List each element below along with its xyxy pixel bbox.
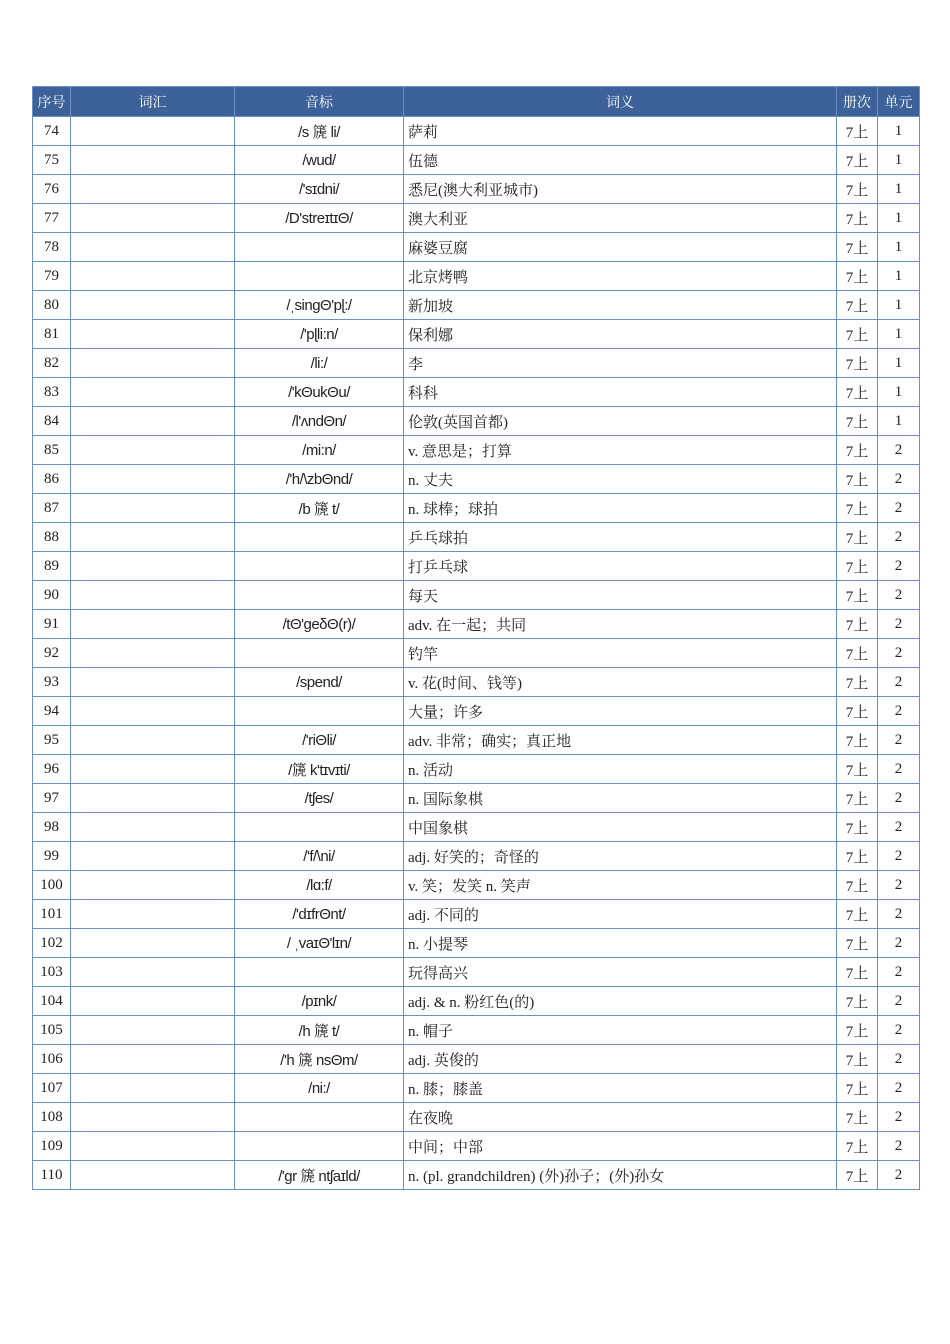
cell-book: 7上 [837, 900, 878, 929]
cell-word [71, 1161, 235, 1190]
cell-pronunciation [235, 552, 404, 581]
cell-number: 79 [33, 262, 71, 291]
cell-number: 93 [33, 668, 71, 697]
cell-word [71, 813, 235, 842]
cell-number: 88 [33, 523, 71, 552]
cell-meaning: 中国象棋 [404, 813, 837, 842]
cell-word [71, 523, 235, 552]
cell-word [71, 610, 235, 639]
cell-book: 7上 [837, 117, 878, 146]
cell-pronunciation: /h 篪 t/ [235, 1016, 404, 1045]
table-row [33, 813, 920, 842]
vocabulary-sheet [32, 86, 919, 1190]
cell-book: 7上 [837, 1074, 878, 1103]
cell-word [71, 755, 235, 784]
cell-unit: 2 [878, 1103, 920, 1132]
cell-number: 91 [33, 610, 71, 639]
cell-pronunciation: /l'ʌndΘn/ [235, 407, 404, 436]
cell-meaning: 麻婆豆腐 [404, 233, 837, 262]
cell-book: 7上 [837, 1161, 878, 1190]
cell-meaning: adj. 好笑的；奇怪的 [404, 842, 837, 871]
table-row [33, 523, 920, 552]
table-row [33, 1161, 920, 1190]
cell-pronunciation: /'h 篪 nsΘm/ [235, 1045, 404, 1074]
cell-number: 102 [33, 929, 71, 958]
cell-number: 107 [33, 1074, 71, 1103]
cell-number: 100 [33, 871, 71, 900]
cell-unit: 1 [878, 175, 920, 204]
cell-pronunciation: /wud/ [235, 146, 404, 175]
cell-book: 7上 [837, 987, 878, 1016]
table-row [33, 552, 920, 581]
cell-book: 7上 [837, 523, 878, 552]
cell-pronunciation [235, 581, 404, 610]
cell-book: 7上 [837, 842, 878, 871]
table-row [33, 349, 920, 378]
cell-number: 96 [33, 755, 71, 784]
vocabulary-table [32, 86, 920, 1190]
cell-meaning: n. 活动 [404, 755, 837, 784]
cell-pronunciation [235, 262, 404, 291]
cell-unit: 2 [878, 639, 920, 668]
cell-meaning: 保利娜 [404, 320, 837, 349]
cell-word [71, 349, 235, 378]
table-row [33, 581, 920, 610]
cell-pronunciation: /'dɪfrΘnt/ [235, 900, 404, 929]
cell-pronunciation: /'pɭli:n/ [235, 320, 404, 349]
cell-word [71, 262, 235, 291]
cell-word [71, 958, 235, 987]
table-row [33, 755, 920, 784]
table-row [33, 436, 920, 465]
cell-book: 7上 [837, 581, 878, 610]
cell-number: 74 [33, 117, 71, 146]
cell-unit: 2 [878, 929, 920, 958]
cell-number: 101 [33, 900, 71, 929]
cell-book: 7上 [837, 726, 878, 755]
cell-word [71, 929, 235, 958]
cell-pronunciation: /pɪnk/ [235, 987, 404, 1016]
cell-book: 7上 [837, 146, 878, 175]
cell-number: 86 [33, 465, 71, 494]
cell-number: 109 [33, 1132, 71, 1161]
cell-number: 78 [33, 233, 71, 262]
cell-unit: 2 [878, 668, 920, 697]
cell-number: 104 [33, 987, 71, 1016]
cell-book: 7上 [837, 1016, 878, 1045]
cell-word [71, 1016, 235, 1045]
cell-word [71, 842, 235, 871]
cell-book: 7上 [837, 929, 878, 958]
cell-number: 110 [33, 1161, 71, 1190]
cell-pronunciation: /li:/ [235, 349, 404, 378]
cell-unit: 2 [878, 1074, 920, 1103]
header-number: 序号 [33, 87, 71, 117]
cell-unit: 2 [878, 494, 920, 523]
cell-word [71, 1074, 235, 1103]
cell-word [71, 291, 235, 320]
table-row [33, 871, 920, 900]
cell-word [71, 320, 235, 349]
header-unit: 单元 [878, 87, 920, 117]
cell-number: 85 [33, 436, 71, 465]
cell-meaning: n. 帽子 [404, 1016, 837, 1045]
cell-book: 7上 [837, 871, 878, 900]
cell-number: 99 [33, 842, 71, 871]
cell-unit: 2 [878, 900, 920, 929]
cell-pronunciation [235, 697, 404, 726]
cell-book: 7上 [837, 378, 878, 407]
cell-number: 95 [33, 726, 71, 755]
table-row [33, 697, 920, 726]
cell-meaning: adj. 英俊的 [404, 1045, 837, 1074]
table-row [33, 1132, 920, 1161]
cell-unit: 1 [878, 146, 920, 175]
cell-book: 7上 [837, 175, 878, 204]
cell-word [71, 726, 235, 755]
cell-meaning: 玩得高兴 [404, 958, 837, 987]
table-row [33, 233, 920, 262]
cell-book: 7上 [837, 813, 878, 842]
cell-unit: 2 [878, 842, 920, 871]
cell-number: 82 [33, 349, 71, 378]
cell-pronunciation [235, 958, 404, 987]
cell-number: 90 [33, 581, 71, 610]
cell-meaning: adv. 非常；确实；真正地 [404, 726, 837, 755]
cell-meaning: 澳大利亚 [404, 204, 837, 233]
cell-meaning: 北京烤鸭 [404, 262, 837, 291]
cell-book: 7上 [837, 552, 878, 581]
cell-unit: 2 [878, 784, 920, 813]
cell-word [71, 436, 235, 465]
cell-meaning: 钓竿 [404, 639, 837, 668]
cell-book: 7上 [837, 1103, 878, 1132]
cell-meaning: 打乒乓球 [404, 552, 837, 581]
cell-pronunciation: /tʃes/ [235, 784, 404, 813]
table-row [33, 320, 920, 349]
cell-unit: 1 [878, 407, 920, 436]
cell-number: 81 [33, 320, 71, 349]
header-pronunciation: 音标 [235, 87, 404, 117]
table-row [33, 784, 920, 813]
cell-pronunciation: /ni:/ [235, 1074, 404, 1103]
cell-number: 98 [33, 813, 71, 842]
cell-unit: 1 [878, 233, 920, 262]
cell-book: 7上 [837, 465, 878, 494]
cell-meaning: 新加坡 [404, 291, 837, 320]
cell-word [71, 1045, 235, 1074]
cell-number: 77 [33, 204, 71, 233]
table-row [33, 175, 920, 204]
cell-number: 94 [33, 697, 71, 726]
cell-pronunciation: /'riΘli/ [235, 726, 404, 755]
cell-pronunciation: /篪 k'tɪvɪti/ [235, 755, 404, 784]
table-row [33, 726, 920, 755]
cell-book: 7上 [837, 262, 878, 291]
cell-meaning: 在夜晚 [404, 1103, 837, 1132]
table-row [33, 407, 920, 436]
cell-word [71, 117, 235, 146]
cell-word [71, 784, 235, 813]
header-meaning: 词义 [404, 87, 837, 117]
cell-pronunciation: /spend/ [235, 668, 404, 697]
table-row [33, 204, 920, 233]
cell-book: 7上 [837, 291, 878, 320]
cell-unit: 1 [878, 378, 920, 407]
cell-pronunciation: /'kΘukΘu/ [235, 378, 404, 407]
cell-meaning: n. 球棒；球拍 [404, 494, 837, 523]
table-row [33, 639, 920, 668]
cell-unit: 1 [878, 349, 920, 378]
table-row [33, 900, 920, 929]
cell-unit: 2 [878, 1045, 920, 1074]
cell-meaning: 伍德 [404, 146, 837, 175]
cell-unit: 2 [878, 871, 920, 900]
cell-number: 87 [33, 494, 71, 523]
cell-book: 7上 [837, 668, 878, 697]
cell-meaning: 中间；中部 [404, 1132, 837, 1161]
cell-unit: 2 [878, 436, 920, 465]
cell-word [71, 1103, 235, 1132]
cell-pronunciation: /ˌsingΘ'pɭ:/ [235, 291, 404, 320]
cell-number: 83 [33, 378, 71, 407]
cell-meaning: n. 丈夫 [404, 465, 837, 494]
cell-number: 84 [33, 407, 71, 436]
cell-unit: 2 [878, 1016, 920, 1045]
cell-word [71, 697, 235, 726]
cell-pronunciation [235, 523, 404, 552]
cell-word [71, 146, 235, 175]
cell-meaning: n. 膝；膝盖 [404, 1074, 837, 1103]
cell-word [71, 407, 235, 436]
cell-word [71, 465, 235, 494]
cell-pronunciation [235, 233, 404, 262]
table-row [33, 958, 920, 987]
cell-book: 7上 [837, 639, 878, 668]
cell-meaning: 每天 [404, 581, 837, 610]
cell-meaning: n. 国际象棋 [404, 784, 837, 813]
table-row [33, 842, 920, 871]
cell-meaning: 伦敦(英国首都) [404, 407, 837, 436]
cell-unit: 2 [878, 1161, 920, 1190]
cell-pronunciation: /tΘ'geδΘ(r)/ [235, 610, 404, 639]
table-row [33, 929, 920, 958]
cell-unit: 2 [878, 581, 920, 610]
cell-word [71, 900, 235, 929]
cell-meaning: 李 [404, 349, 837, 378]
cell-book: 7上 [837, 494, 878, 523]
cell-pronunciation: /'sɪdni/ [235, 175, 404, 204]
cell-word [71, 987, 235, 1016]
cell-meaning: 乒乓球拍 [404, 523, 837, 552]
cell-book: 7上 [837, 1132, 878, 1161]
cell-word [71, 552, 235, 581]
cell-book: 7上 [837, 697, 878, 726]
cell-word [71, 871, 235, 900]
cell-number: 75 [33, 146, 71, 175]
cell-word [71, 233, 235, 262]
cell-pronunciation: /'h/\zbΘnd/ [235, 465, 404, 494]
cell-unit: 1 [878, 320, 920, 349]
cell-pronunciation: /s 篪 li/ [235, 117, 404, 146]
table-row [33, 610, 920, 639]
cell-number: 105 [33, 1016, 71, 1045]
header-row [33, 87, 920, 117]
cell-number: 92 [33, 639, 71, 668]
cell-pronunciation [235, 639, 404, 668]
table-row [33, 1074, 920, 1103]
cell-book: 7上 [837, 1045, 878, 1074]
cell-unit: 2 [878, 726, 920, 755]
cell-word [71, 378, 235, 407]
cell-book: 7上 [837, 204, 878, 233]
cell-word [71, 175, 235, 204]
cell-number: 80 [33, 291, 71, 320]
cell-unit: 2 [878, 987, 920, 1016]
cell-unit: 2 [878, 958, 920, 987]
cell-unit: 2 [878, 755, 920, 784]
cell-pronunciation [235, 813, 404, 842]
cell-meaning: n. 小提琴 [404, 929, 837, 958]
cell-book: 7上 [837, 407, 878, 436]
table-row [33, 146, 920, 175]
table-row [33, 117, 920, 146]
cell-book: 7上 [837, 320, 878, 349]
cell-pronunciation: /D'streɪtɪΘ/ [235, 204, 404, 233]
cell-meaning: adj. 不同的 [404, 900, 837, 929]
cell-meaning: 大量；许多 [404, 697, 837, 726]
cell-pronunciation: /b 篪 t/ [235, 494, 404, 523]
table-row [33, 262, 920, 291]
cell-book: 7上 [837, 958, 878, 987]
cell-unit: 2 [878, 465, 920, 494]
cell-book: 7上 [837, 784, 878, 813]
header-word: 词汇 [71, 87, 235, 117]
table-row [33, 1016, 920, 1045]
cell-book: 7上 [837, 610, 878, 639]
cell-number: 103 [33, 958, 71, 987]
cell-unit: 2 [878, 610, 920, 639]
cell-unit: 2 [878, 523, 920, 552]
cell-pronunciation: /mi:n/ [235, 436, 404, 465]
cell-unit: 2 [878, 813, 920, 842]
cell-word [71, 639, 235, 668]
cell-pronunciation [235, 1132, 404, 1161]
cell-meaning: 悉尼(澳大利亚城市) [404, 175, 837, 204]
cell-meaning: v. 笑；发笑 n. 笑声 [404, 871, 837, 900]
cell-unit: 1 [878, 204, 920, 233]
cell-pronunciation [235, 1103, 404, 1132]
cell-book: 7上 [837, 349, 878, 378]
cell-unit: 2 [878, 552, 920, 581]
table-row [33, 668, 920, 697]
cell-meaning: v. 花(时间、钱等) [404, 668, 837, 697]
table-row [33, 987, 920, 1016]
cell-word [71, 581, 235, 610]
cell-number: 106 [33, 1045, 71, 1074]
cell-meaning: v. 意思是；打算 [404, 436, 837, 465]
table-row [33, 1045, 920, 1074]
cell-unit: 2 [878, 1132, 920, 1161]
cell-pronunciation: /'f/\ni/ [235, 842, 404, 871]
cell-unit: 1 [878, 117, 920, 146]
cell-word [71, 668, 235, 697]
cell-meaning: 萨莉 [404, 117, 837, 146]
header-book: 册次 [837, 87, 878, 117]
table-row [33, 465, 920, 494]
cell-pronunciation: / ˌvaɪΘ'lɪn/ [235, 929, 404, 958]
table-body [33, 117, 920, 1190]
cell-pronunciation: /lɑ:f/ [235, 871, 404, 900]
table-row [33, 378, 920, 407]
table-row [33, 494, 920, 523]
cell-meaning: n. (pl. grandchildren) (外)孙子；(外)孙女 [404, 1161, 837, 1190]
cell-book: 7上 [837, 233, 878, 262]
cell-number: 76 [33, 175, 71, 204]
cell-book: 7上 [837, 755, 878, 784]
cell-unit: 1 [878, 291, 920, 320]
cell-number: 108 [33, 1103, 71, 1132]
cell-word [71, 1132, 235, 1161]
cell-pronunciation: /'gr 篪 ntʃaɪld/ [235, 1161, 404, 1190]
cell-word [71, 204, 235, 233]
cell-unit: 2 [878, 697, 920, 726]
cell-number: 97 [33, 784, 71, 813]
table-row [33, 291, 920, 320]
cell-meaning: 科科 [404, 378, 837, 407]
cell-word [71, 494, 235, 523]
cell-number: 89 [33, 552, 71, 581]
cell-book: 7上 [837, 436, 878, 465]
cell-meaning: adv. 在一起；共同 [404, 610, 837, 639]
cell-unit: 1 [878, 262, 920, 291]
cell-meaning: adj. & n. 粉红色(的) [404, 987, 837, 1016]
table-row [33, 1103, 920, 1132]
